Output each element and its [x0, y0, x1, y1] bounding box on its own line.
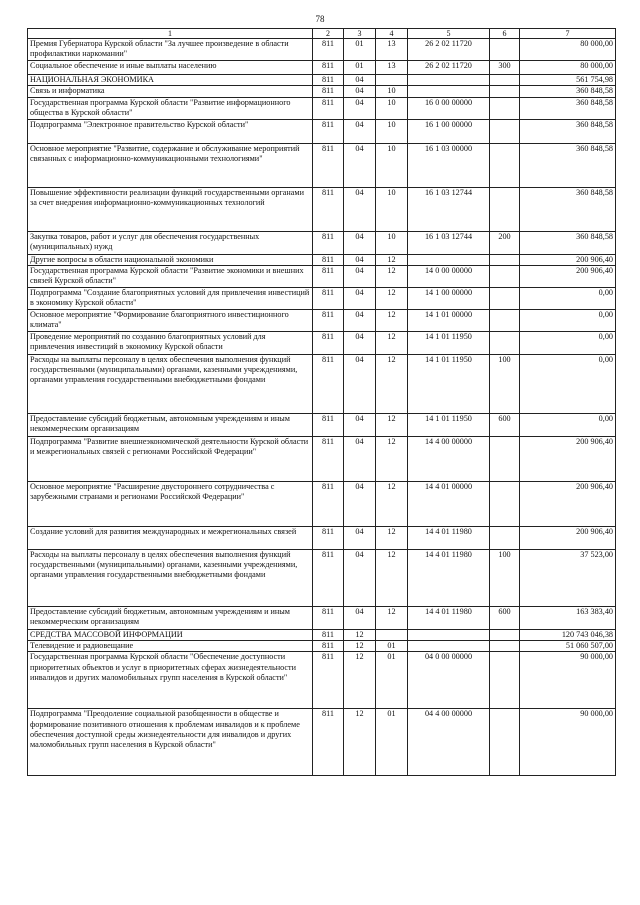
row-section: 04 [344, 119, 376, 143]
row-name: Телевидение и радиовещание [28, 641, 313, 652]
row-target-article: 04 0 00 00000 [408, 652, 490, 709]
row-section: 04 [344, 265, 376, 287]
row-code: 811 [313, 39, 344, 61]
row-code: 811 [313, 629, 344, 640]
table-row [28, 309, 616, 331]
row-name: Социальное обеспечение и иные выплаты населению [28, 61, 313, 75]
row-name: Создание условий для развития международных и межрегиональных связей [28, 526, 313, 549]
row-code: 811 [313, 309, 344, 331]
row-target-article [408, 75, 490, 86]
row-expense-type [490, 652, 520, 709]
column-header: 7 [520, 29, 616, 39]
table-row [28, 481, 616, 526]
row-expense-type [490, 75, 520, 86]
row-section: 01 [344, 61, 376, 75]
row-name: Основное мероприятие "Расширение двустороннего сотрудничества с зарубежными странами и регионами Российской Федерации" [28, 481, 313, 526]
row-section: 04 [344, 231, 376, 254]
table-row [28, 143, 616, 187]
row-name: Связь и информатика [28, 86, 313, 97]
row-expense-type [490, 187, 520, 231]
row-expense-type: 100 [490, 549, 520, 606]
row-name: Предоставление субсидий бюджетным, автономным учреждениям и иным некоммерческим организациям [28, 606, 313, 629]
column-header: 6 [490, 29, 520, 39]
table-row [28, 254, 616, 265]
table-row [28, 641, 616, 652]
row-expense-type: 600 [490, 413, 520, 436]
table-row [28, 119, 616, 143]
row-subsection: 12 [376, 309, 408, 331]
column-header: 1 [28, 29, 313, 39]
table-row [28, 606, 616, 629]
row-name: Повышение эффективности реализации функций государственными органами за счет внедрения информационно-коммуникационных технологий [28, 187, 313, 231]
row-subsection: 12 [376, 287, 408, 309]
row-amount: 0,00 [520, 331, 616, 354]
row-code: 811 [313, 287, 344, 309]
row-target-article: 16 1 03 00000 [408, 143, 490, 187]
table-row [28, 413, 616, 436]
row-expense-type [490, 254, 520, 265]
row-target-article: 14 4 01 11980 [408, 526, 490, 549]
row-expense-type: 600 [490, 606, 520, 629]
row-code: 811 [313, 265, 344, 287]
row-code: 811 [313, 187, 344, 231]
row-amount: 360 848,58 [520, 119, 616, 143]
row-code: 811 [313, 606, 344, 629]
row-subsection [376, 75, 408, 86]
row-amount: 360 848,58 [520, 187, 616, 231]
row-section: 04 [344, 187, 376, 231]
row-subsection: 10 [376, 97, 408, 119]
row-section: 04 [344, 413, 376, 436]
row-amount: 0,00 [520, 287, 616, 309]
row-amount: 360 848,58 [520, 97, 616, 119]
row-expense-type [490, 331, 520, 354]
row-code: 811 [313, 143, 344, 187]
row-amount: 200 906,40 [520, 436, 616, 481]
row-amount: 163 383,40 [520, 606, 616, 629]
table-row [28, 354, 616, 413]
row-subsection: 01 [376, 652, 408, 709]
row-code: 811 [313, 526, 344, 549]
row-name: Другие вопросы в области национальной экономики [28, 254, 313, 265]
row-amount: 90 000,00 [520, 652, 616, 709]
row-target-article [408, 86, 490, 97]
row-target-article: 26 2 02 11720 [408, 39, 490, 61]
row-section: 04 [344, 549, 376, 606]
row-amount: 200 906,40 [520, 481, 616, 526]
column-header: 5 [408, 29, 490, 39]
row-amount: 90 000,00 [520, 709, 616, 776]
row-code: 811 [313, 254, 344, 265]
row-expense-type: 100 [490, 354, 520, 413]
row-section: 04 [344, 143, 376, 187]
row-amount: 37 523,00 [520, 549, 616, 606]
column-header: 4 [376, 29, 408, 39]
row-subsection: 01 [376, 641, 408, 652]
row-target-article [408, 629, 490, 640]
table-row [28, 549, 616, 606]
row-name: Основное мероприятие "Развитие, содержание и обслуживание мероприятий связанных с информационно-коммуникационными технологиями" [28, 143, 313, 187]
row-code: 811 [313, 231, 344, 254]
row-target-article: 16 1 00 00000 [408, 119, 490, 143]
row-name: Расходы на выплаты персоналу в целях обеспечения выполнения функций государственными (муниципальными) органами, казенными учреждениями, органами управления государственными внебюджетными фондами [28, 549, 313, 606]
row-name: Государственная программа Курской области "Развитие информационного общества в Курской области" [28, 97, 313, 119]
row-code: 811 [313, 652, 344, 709]
row-target-article: 16 1 03 12744 [408, 187, 490, 231]
row-subsection: 10 [376, 119, 408, 143]
row-name: Государственная программа Курской области "Развитие экономики и внешних связей Курской области" [28, 265, 313, 287]
row-section: 12 [344, 629, 376, 640]
row-subsection: 10 [376, 187, 408, 231]
row-code: 811 [313, 436, 344, 481]
row-code: 811 [313, 413, 344, 436]
row-section: 04 [344, 331, 376, 354]
table-row [28, 61, 616, 75]
row-amount: 120 743 046,38 [520, 629, 616, 640]
row-amount: 360 848,58 [520, 231, 616, 254]
row-section: 01 [344, 39, 376, 61]
row-section: 04 [344, 606, 376, 629]
row-expense-type: 200 [490, 231, 520, 254]
row-target-article: 14 0 00 00000 [408, 265, 490, 287]
table-row [28, 75, 616, 86]
row-section: 12 [344, 709, 376, 776]
row-subsection: 12 [376, 436, 408, 481]
row-code: 811 [313, 119, 344, 143]
row-subsection: 12 [376, 265, 408, 287]
row-target-article [408, 641, 490, 652]
row-name: Основное мероприятие "Формирование благоприятного инвестиционного климата" [28, 309, 313, 331]
row-name: Проведение мероприятий по созданию благоприятных условий для привлечения инвестиций в экономику Курской области [28, 331, 313, 354]
table-row [28, 436, 616, 481]
row-code: 811 [313, 75, 344, 86]
row-code: 811 [313, 709, 344, 776]
table-row [28, 526, 616, 549]
row-subsection: 12 [376, 549, 408, 606]
table-row [28, 187, 616, 231]
row-code: 811 [313, 331, 344, 354]
row-amount: 51 060 507,00 [520, 641, 616, 652]
row-subsection: 12 [376, 413, 408, 436]
row-target-article: 14 4 01 11980 [408, 606, 490, 629]
row-target-article: 14 1 01 11950 [408, 331, 490, 354]
row-amount: 200 906,40 [520, 254, 616, 265]
row-code: 811 [313, 641, 344, 652]
row-expense-type: 300 [490, 61, 520, 75]
row-subsection: 13 [376, 61, 408, 75]
row-expense-type [490, 481, 520, 526]
row-expense-type [490, 86, 520, 97]
row-target-article: 04 4 00 00000 [408, 709, 490, 776]
row-code: 811 [313, 481, 344, 526]
row-amount: 80 000,00 [520, 39, 616, 61]
row-code: 811 [313, 61, 344, 75]
row-subsection: 10 [376, 231, 408, 254]
row-section: 04 [344, 86, 376, 97]
column-number-row [28, 29, 616, 39]
row-section: 04 [344, 526, 376, 549]
row-target-article: 14 1 01 11950 [408, 354, 490, 413]
row-amount: 360 848,58 [520, 86, 616, 97]
row-expense-type [490, 143, 520, 187]
row-name: Подпрограмма "Создание благоприятных условий для привлечения инвестиций в экономику Курской области" [28, 287, 313, 309]
column-header: 2 [313, 29, 344, 39]
row-expense-type [490, 526, 520, 549]
row-section: 04 [344, 254, 376, 265]
row-amount: 200 906,40 [520, 526, 616, 549]
row-subsection: 10 [376, 143, 408, 187]
table-row [28, 709, 616, 776]
row-expense-type [490, 287, 520, 309]
row-subsection: 12 [376, 526, 408, 549]
row-amount: 360 848,58 [520, 143, 616, 187]
row-expense-type [490, 309, 520, 331]
row-target-article: 16 0 00 00000 [408, 97, 490, 119]
row-subsection: 12 [376, 481, 408, 526]
row-amount: 0,00 [520, 354, 616, 413]
row-expense-type [490, 39, 520, 61]
row-amount: 561 754,98 [520, 75, 616, 86]
row-target-article: 14 4 01 00000 [408, 481, 490, 526]
row-expense-type [490, 629, 520, 640]
row-expense-type [490, 709, 520, 776]
row-target-article: 14 1 00 00000 [408, 287, 490, 309]
table-row [28, 97, 616, 119]
row-target-article: 14 1 01 11950 [408, 413, 490, 436]
row-section: 12 [344, 641, 376, 652]
row-code: 811 [313, 97, 344, 119]
budget-table [27, 28, 616, 776]
row-target-article: 14 4 01 11980 [408, 549, 490, 606]
column-header: 3 [344, 29, 376, 39]
row-expense-type [490, 265, 520, 287]
page-number: 78 [315, 14, 325, 24]
row-target-article: 14 1 01 00000 [408, 309, 490, 331]
row-expense-type [490, 641, 520, 652]
row-name: Закупка товаров, работ и услуг для обеспечения государственных (муниципальных) нужд [28, 231, 313, 254]
row-section: 04 [344, 75, 376, 86]
row-code: 811 [313, 354, 344, 413]
row-amount: 0,00 [520, 413, 616, 436]
row-code: 811 [313, 86, 344, 97]
row-subsection: 13 [376, 39, 408, 61]
row-target-article: 26 2 02 11720 [408, 61, 490, 75]
table-row [28, 265, 616, 287]
row-section: 04 [344, 481, 376, 526]
row-subsection: 12 [376, 606, 408, 629]
row-subsection: 01 [376, 709, 408, 776]
row-section: 04 [344, 309, 376, 331]
row-name: НАЦИОНАЛЬНАЯ ЭКОНОМИКА [28, 75, 313, 86]
row-name: Подпрограмма "Электронное правительство Курской области" [28, 119, 313, 143]
row-amount: 0,00 [520, 309, 616, 331]
table-row [28, 86, 616, 97]
row-code: 811 [313, 549, 344, 606]
table-row [28, 331, 616, 354]
row-name: Подпрограмма "Преодоление социальной разобщенности в обществе и формирование позитивного отношения к проблемам инвалидов и к проблеме обеспечения доступной среды жизнедеятельности для инвалидов и других маломобильных групп населения в Курской области" [28, 709, 313, 776]
row-subsection: 12 [376, 331, 408, 354]
row-expense-type [490, 436, 520, 481]
table-row [28, 629, 616, 640]
row-amount: 80 000,00 [520, 61, 616, 75]
table-row [28, 287, 616, 309]
row-name: Подпрограмма "Развитие внешнеэкономической деятельности Курской области и межрегиональных связей с регионами Российской Федерации" [28, 436, 313, 481]
row-expense-type [490, 119, 520, 143]
table-row [28, 231, 616, 254]
row-section: 12 [344, 652, 376, 709]
row-section: 04 [344, 287, 376, 309]
table-row [28, 39, 616, 61]
row-target-article: 16 1 03 12744 [408, 231, 490, 254]
row-section: 04 [344, 97, 376, 119]
row-name: Премия Губернатора Курской области "За лучшее произведение в области профилактики наркомании" [28, 39, 313, 61]
row-name: СРЕДСТВА МАССОВОЙ ИНФОРМАЦИИ [28, 629, 313, 640]
row-name: Предоставление субсидий бюджетным, автономным учреждениям и иным некоммерческим организациям [28, 413, 313, 436]
row-amount: 200 906,40 [520, 265, 616, 287]
row-subsection [376, 629, 408, 640]
row-target-article: 14 4 00 00000 [408, 436, 490, 481]
table-row [28, 652, 616, 709]
row-subsection: 12 [376, 254, 408, 265]
budget-table-body [28, 39, 616, 776]
row-name: Расходы на выплаты персоналу в целях обеспечения выполнения функций государственными (муниципальными) органами, казенными учреждениями, органами управления государственными внебюджетными фондами [28, 354, 313, 413]
row-name: Государственная программа Курской области "Обеспечение доступности приоритетных объектов и услуг в приоритетных сферах жизнедеятельности инвалидов и других маломобильных групп населения в Курской области" [28, 652, 313, 709]
row-section: 04 [344, 436, 376, 481]
row-subsection: 10 [376, 86, 408, 97]
row-section: 04 [344, 354, 376, 413]
row-expense-type [490, 97, 520, 119]
row-target-article [408, 254, 490, 265]
row-subsection: 12 [376, 354, 408, 413]
